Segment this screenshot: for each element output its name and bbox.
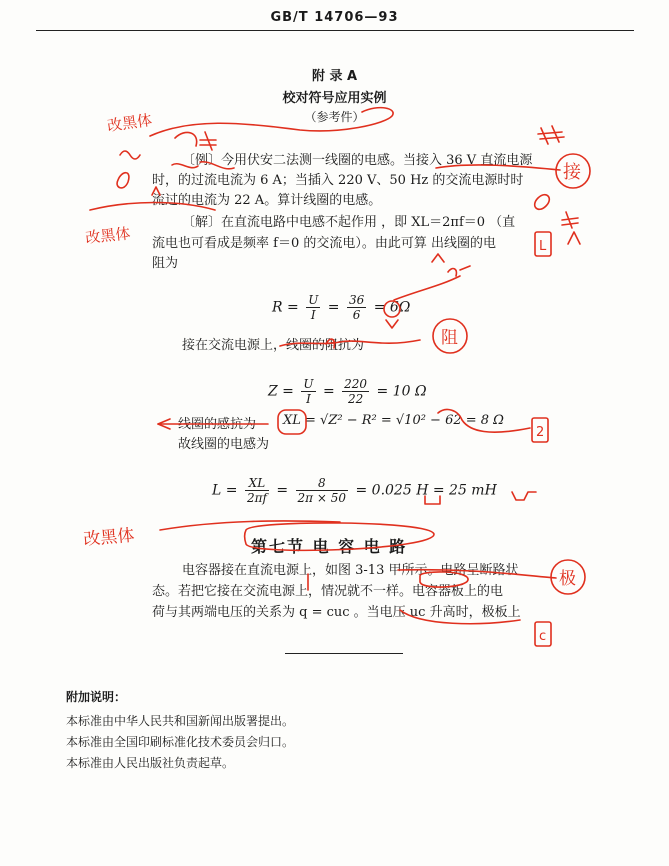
eq1-num2: 36 <box>348 293 365 307</box>
appendix-label: 附 录 A <box>311 69 358 84</box>
eq2-den2: 22 <box>347 392 364 406</box>
solution-line-2: 流电也可看成是频率 f＝0 的交流电）。由此可算 出线圈的电 <box>152 236 496 251</box>
eq2-num2: 220 <box>344 377 368 391</box>
eq1-eq: = <box>327 299 340 316</box>
capacitor-line-3: 荷与其两端电压的关系为 q = cuc 。当电压 uc 升高时，极板上 <box>152 605 521 620</box>
solution-line-1: 〔解〕在直流电路中电感不起作用 ，即 XL＝2πf＝0 （直 <box>182 215 516 230</box>
eq1-num1: U <box>308 293 319 307</box>
eq1-lhs: R = <box>272 299 299 316</box>
eq1-rhs: = 6Ω <box>373 299 411 316</box>
superscript-mark-eq3 <box>425 496 440 504</box>
caret-mark-line3 <box>152 187 160 195</box>
line-omega <box>394 276 460 300</box>
note-item: 本标准由全国印刷标准化技术委员会归口。 <box>66 735 295 749</box>
eq1-den1: I <box>310 308 316 322</box>
eq1-den2: 6 <box>352 308 361 322</box>
inductance-label: 故线圈的电感为 <box>178 437 270 452</box>
space-mark-1 <box>200 132 216 150</box>
swap-mark-left <box>120 151 140 159</box>
ac-text: 接在交流电源上，线圈的阻抗为 <box>182 338 365 353</box>
loop-mark-right <box>535 195 550 210</box>
eq2-den1: I <box>306 392 311 406</box>
mark-jie: 接 <box>563 162 581 183</box>
eq3-den2: 2π × 50 <box>297 491 347 505</box>
circle-XL <box>278 410 306 434</box>
inductive-formula: XL = √Z² − R² = √10² − 62 = 8 Ω <box>283 413 504 428</box>
example-line-3: 流过的电流为 22 A。算计线圈的电感。 <box>152 193 382 208</box>
circle-section-title <box>245 523 435 550</box>
line-to-zu <box>280 340 420 346</box>
mark-c: c <box>539 629 547 644</box>
space-mark-right <box>538 126 564 144</box>
standard-header: GB/T 14706—93 <box>270 10 399 25</box>
margin-note-bold-3: 改黑体 <box>82 525 136 550</box>
inductive-label: 线圈的感抗为 <box>178 417 257 432</box>
mark-zu: 阻 <box>441 328 458 348</box>
eq2-num1: U <box>303 377 314 391</box>
note-item: 本标准由人民出版社负责起草。 <box>66 756 235 770</box>
mark-2: 2 <box>536 425 545 440</box>
mark-L: L <box>539 239 547 254</box>
circle-omega <box>384 301 400 317</box>
notes-heading: 附加说明： <box>66 690 127 704</box>
eq3-num1: XL <box>245 476 269 491</box>
margin-note-bold-1: 改黑体 <box>106 110 154 135</box>
eq2-eq: = <box>322 383 335 400</box>
appendix-title: 校对符号应用实例 <box>282 91 387 106</box>
section-title: 第七节 电 容 电 路 <box>251 537 408 556</box>
line-to-c <box>400 610 520 624</box>
eq3-lhs: L = <box>212 482 238 499</box>
eq3-eq: = <box>276 482 289 499</box>
bracket-mark-eq3 <box>512 492 536 500</box>
mark-ji: 极 <box>559 569 576 589</box>
note-item: 本标准由中华人民共和国新闻出版署提出。 <box>66 714 295 728</box>
bold-mark-arc <box>175 132 197 146</box>
eq2-rhs: = 10 Ω <box>376 383 427 400</box>
eq3-rhs: = 0.025 H = 25 mH <box>355 482 497 499</box>
solution-line-3: 阻为 <box>152 256 179 271</box>
caret-omega <box>386 320 398 328</box>
capacitor-line-1: 电容器接在直流电源上，如图 3-13 甲所示。电路呈断路状 <box>182 563 519 578</box>
circle-dianrongqi <box>420 572 468 587</box>
appendix-subtitle: （参考件） <box>304 110 365 124</box>
example-line-1: 〔例〕今用伏安二法测一线圈的电感。当接入 36 V 直流电源 <box>182 153 533 168</box>
eq3-num2: 8 <box>296 476 348 491</box>
eq2-lhs: Z = <box>268 383 294 400</box>
eq3-den1: 2πf <box>246 491 267 505</box>
line-to-2 <box>438 409 530 432</box>
slash-mark-eq1 <box>432 254 470 276</box>
bold-mark-left2 <box>90 203 215 211</box>
swap-loop-left <box>117 173 129 188</box>
caret-mark-right <box>562 212 580 244</box>
line-to-jie <box>436 165 560 170</box>
margin-note-bold-2: 改黑体 <box>84 224 132 247</box>
swap-mark-line2 <box>172 162 234 169</box>
capacitor-line-2: 态。若把它接在交流电源上，情况就不一样。电容器板上的电 <box>152 584 504 599</box>
example-line-2: 时，的过流电流为 6 A；当插入 220 V、50 Hz 的交流电源时时 <box>152 173 524 188</box>
